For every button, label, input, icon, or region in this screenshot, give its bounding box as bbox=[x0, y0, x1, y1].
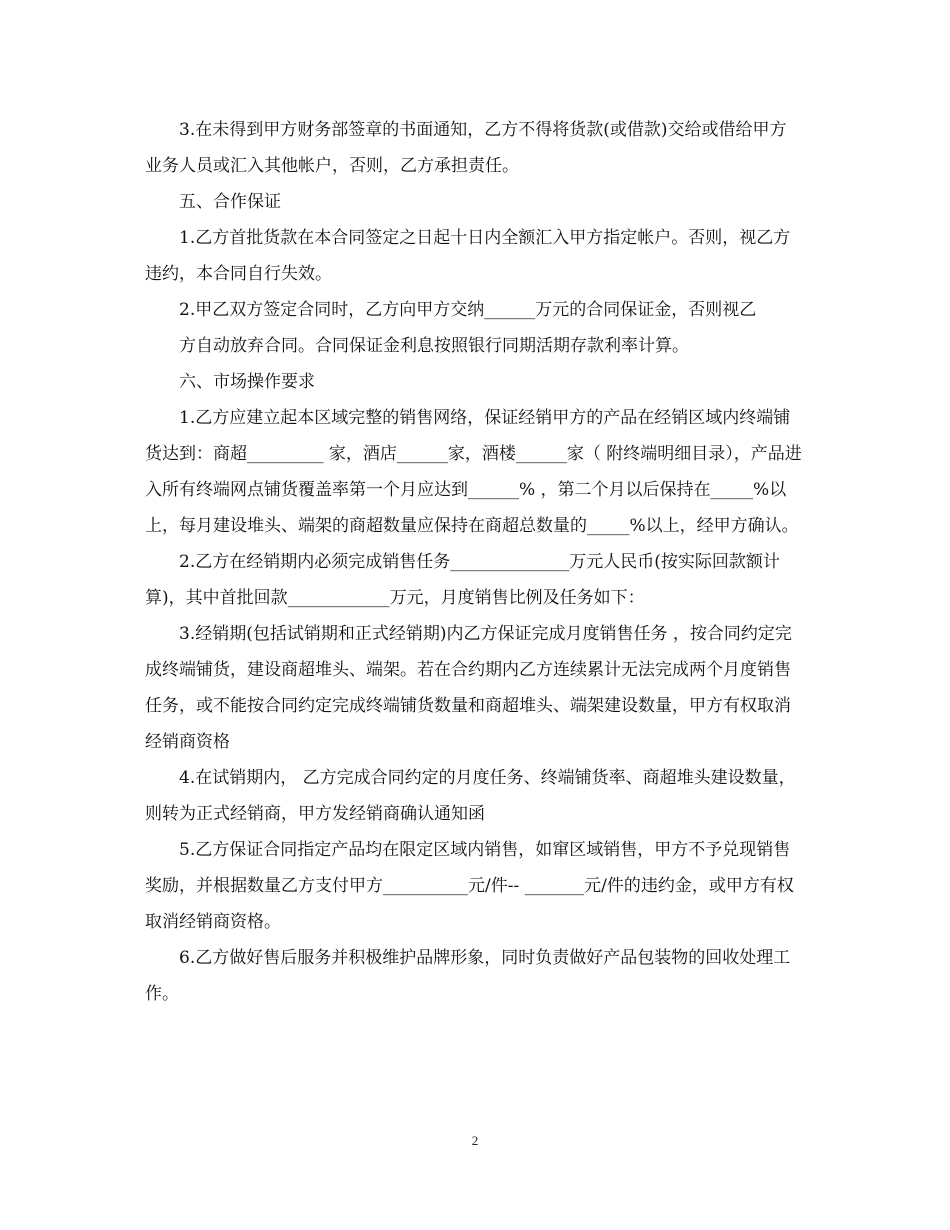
paragraph-sales-network: 1.乙方应建立起本区域完整的销售网络，保证经销甲方的产品在经销区域内终端铺货达到：商超_________ 家，酒店______家，酒楼______家（ 附终端明细目录），产品进入所有终端网点铺货覆盖率第一个月应达到______% ，第二个月以后保持在_____%以上，每月建设堆头、端架的商超数量应保持在商超总数量的_____%以上，经甲方确认。 bbox=[145, 408, 802, 536]
paragraph-deposit: 2.甲乙双方签定合同时，乙方向甲方交纳______万元的合同保证金，否则视乙 bbox=[179, 300, 757, 320]
paragraph-first-payment: 1.乙方首批货款在本合同签定之日起十日内全额汇入甲方指定帐户。否则，视乙方违约，本合同自行失效。 bbox=[145, 228, 791, 284]
paragraph-after-sales: 6.乙方做好售后服务并积极维护品牌形象，同时负责做好产品包装物的回收处理工作。 bbox=[145, 948, 791, 1004]
paragraph-monthly-tasks: 3.经销期(包括试销期和正式经销期)内乙方保证完成月度销售任务 ，按合同约定完成终端铺货，建设商超堆头、端架。若在合约期内乙方连续累计无法完成两个月度销售任务，或不能按合同约定完成终端铺货数量和商超堆头、端架建设数量，甲方有权取消经销商资格 bbox=[145, 624, 792, 752]
section-heading-market-operation: 六、市场操作要求 bbox=[179, 372, 315, 392]
paragraph-sales-target: 2.乙方在经销期内必须完成销售任务______________万元人民币(按实际回款额计算)，其中首批回款____________万元，月度销售比例及任务如下： bbox=[145, 552, 780, 608]
paragraph-trial-period: 4.在试销期内， 乙方完成合同约定的月度任务、终端铺货率、商超堆头建设数量，则转为正式经销商，甲方发经销商确认通知函 bbox=[145, 768, 796, 824]
page-number: 2 bbox=[471, 1133, 479, 1148]
paragraph-regional-sales: 5.乙方保证合同指定产品均在限定区域内销售，如窜区域销售，甲方不予兑现销售奖励，并根据数量乙方支付甲方__________元/件-- _______元/件的违约金，或甲方有权取消经销商资格。 bbox=[145, 840, 794, 932]
paragraph-deposit-continued: 方自动放弃合同。合同保证金利息按照银行同期活期存款利率计算。 bbox=[179, 336, 689, 356]
section-heading-cooperation-guarantee: 五、合作保证 bbox=[179, 192, 281, 212]
paragraph-payment-notice: 3.在未得到甲方财务部签章的书面通知，乙方不得将货款(或借款)交给或借给甲方业务人员或汇入其他帐户，否则，乙方承担责任。 bbox=[145, 120, 787, 176]
